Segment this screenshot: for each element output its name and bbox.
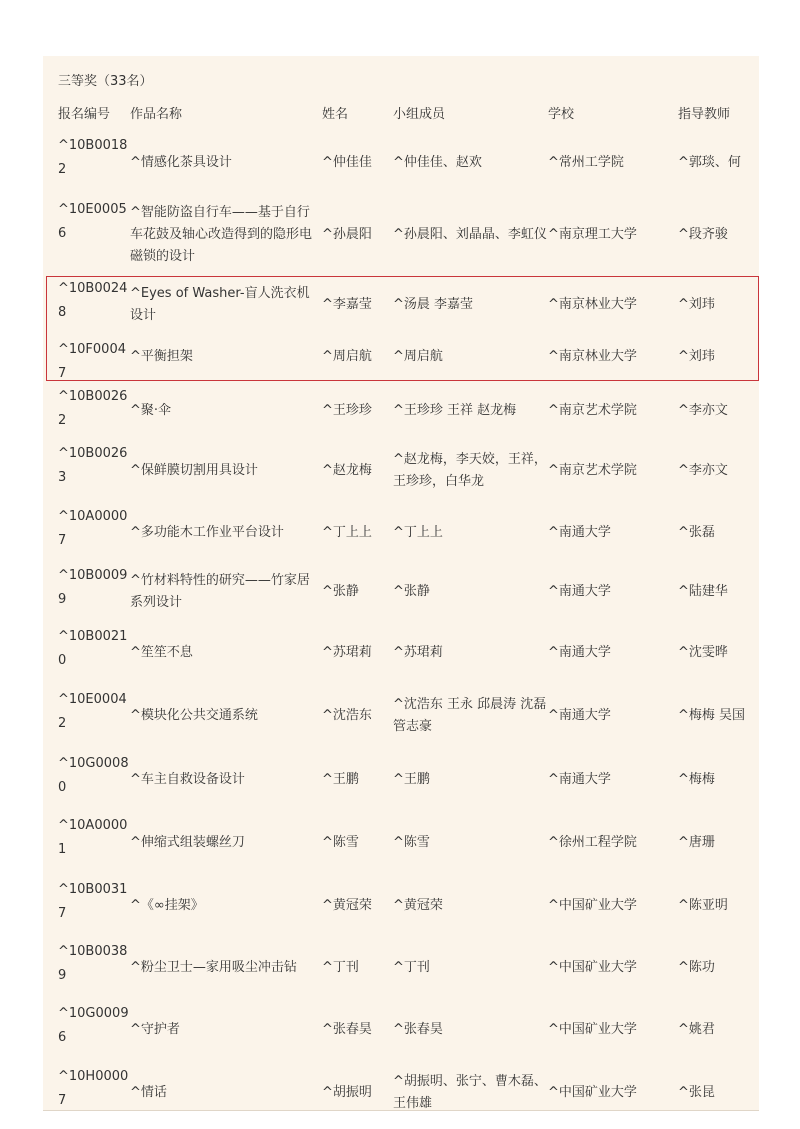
cell-members: ^胡振明、张宁、曹木磊、王伟雄: [393, 1074, 547, 1110]
cell-work: ^伸缩式组装螺丝刀: [130, 835, 245, 850]
cell-teacher: ^刘玮: [678, 297, 715, 312]
cell-work: ^情感化茶具设计: [130, 155, 232, 170]
table-row: [43, 688, 759, 744]
cell-code: ^10B00099: [58, 568, 128, 607]
cell-name: ^丁上上: [322, 525, 372, 540]
table-row: [43, 505, 759, 561]
cell-name: ^赵龙梅: [322, 463, 372, 478]
cell-school: ^徐州工程学院: [548, 835, 637, 850]
cell-teacher: ^陈亚明: [678, 898, 728, 913]
cell-work: ^智能防盗自行车——基于自行车花鼓及轴心改造得到的隐形电磁锁的设计: [130, 205, 313, 264]
cell-name: ^丁刊: [322, 960, 359, 975]
header-members: 小组成员: [393, 107, 446, 122]
cell-name: ^周启航: [322, 349, 372, 364]
cell-members: ^赵龙梅，李天姣，王祥，王珍珍，白华龙: [393, 452, 547, 489]
table-row: [43, 385, 759, 437]
cell-teacher: ^李亦文: [678, 463, 728, 478]
cell-name: ^沈浩东: [322, 708, 372, 723]
cell-name: ^仲佳佳: [322, 155, 372, 170]
header-school: 学校: [548, 107, 575, 122]
cell-code: ^10E00056: [58, 202, 127, 241]
cell-school: ^中国矿业大学: [548, 1085, 637, 1100]
table-row: [43, 277, 759, 333]
cell-name: ^张春昊: [322, 1022, 372, 1037]
cell-members: ^张春昊: [393, 1022, 443, 1037]
cell-name: ^孙晨阳: [322, 227, 372, 242]
cell-teacher: ^姚君: [678, 1022, 715, 1037]
header-teacher: 指导教师: [678, 107, 731, 122]
cell-teacher: ^沈雯晔: [678, 645, 728, 660]
cell-members: ^丁上上: [393, 525, 443, 540]
cell-name: ^黄冠荣: [322, 898, 372, 913]
cell-work: ^聚·伞: [130, 403, 172, 418]
cell-teacher: ^陈功: [678, 960, 715, 975]
cell-name: ^苏珺莉: [322, 645, 372, 660]
cell-name: ^王珍珍: [322, 403, 372, 418]
cell-work: ^Eyes of Washer-盲人洗衣机设计: [130, 286, 310, 323]
cell-code: ^10B00317: [58, 882, 128, 921]
cell-school: ^南通大学: [548, 525, 611, 540]
cell-work: ^模块化公共交通系统: [130, 708, 258, 723]
cell-school: ^南通大学: [548, 645, 611, 660]
cell-members: ^孙晨阳、刘晶晶、李虹仪: [393, 227, 547, 242]
cell-teacher: ^郭琰、何: [678, 155, 741, 170]
cell-school: ^南通大学: [548, 708, 611, 723]
table-row: [43, 878, 759, 934]
header-code: 报名编号: [58, 107, 111, 122]
cell-work: ^笙笙不息: [130, 645, 193, 660]
cell-teacher: ^段齐骏: [678, 227, 728, 242]
cell-members: ^汤晨 李嘉莹: [393, 297, 474, 312]
cell-members: ^王鹏: [393, 772, 430, 787]
cell-code: ^10B00210: [58, 629, 128, 668]
cell-members: ^仲佳佳、赵欢: [393, 155, 482, 170]
cell-code: ^10G00096: [58, 1006, 129, 1045]
cell-teacher: ^李亦文: [678, 403, 728, 418]
table-header-row: [43, 104, 759, 126]
cell-teacher: ^梅梅 吴国: [678, 708, 746, 723]
cell-code: ^10B00389: [58, 944, 128, 983]
table-row: [43, 625, 759, 681]
table-row: [43, 940, 759, 996]
cell-members: ^丁刊: [393, 960, 430, 975]
cell-work: ^情话: [130, 1085, 167, 1100]
table-row: [43, 134, 759, 192]
cell-teacher: ^梅梅: [678, 772, 715, 787]
cell-school: ^中国矿业大学: [548, 960, 637, 975]
cell-work: ^车主自救设备设计: [130, 772, 245, 787]
cell-name: ^张静: [322, 584, 359, 599]
table-row: [43, 442, 759, 500]
cell-teacher: ^唐珊: [678, 835, 715, 850]
table-row: [43, 1065, 759, 1110]
table-row: [43, 564, 759, 620]
cell-work: ^《∞挂架》: [130, 898, 204, 913]
cell-name: ^王鹏: [322, 772, 359, 787]
cell-code: ^10B00248: [58, 281, 128, 320]
table-row: [43, 1002, 759, 1058]
cell-school: ^中国矿业大学: [548, 898, 637, 913]
cell-members: ^苏珺莉: [393, 645, 443, 660]
cell-work: ^竹材料特性的研究——竹家居系列设计: [130, 573, 310, 610]
cell-work: ^多功能木工作业平台设计: [130, 525, 284, 540]
cell-teacher: ^陆建华: [678, 584, 728, 599]
cell-members: ^沈浩东 王永 邱晨涛 沈磊 管志豪: [393, 697, 547, 734]
table-row: [43, 752, 759, 808]
cell-members: ^黄冠荣: [393, 898, 443, 913]
cell-members: ^周启航: [393, 349, 443, 364]
cell-code: ^10B00262: [58, 389, 128, 428]
table-row: [43, 198, 759, 272]
cell-work: ^粉尘卫士—家用吸尘冲击钻: [130, 960, 297, 975]
cell-work: ^保鲜膜切割用具设计: [130, 463, 258, 478]
page-bottom-divider: [43, 1110, 759, 1111]
cell-school: ^南京林业大学: [548, 297, 637, 312]
cell-code: ^10F00047: [58, 342, 126, 381]
cell-teacher: ^刘玮: [678, 349, 715, 364]
cell-code: ^10A00007: [58, 509, 128, 548]
header-work: 作品名称: [130, 107, 183, 122]
cell-school: ^中国矿业大学: [548, 1022, 637, 1037]
cell-school: ^南京艺术学院: [548, 403, 637, 418]
cell-code: ^10B00182: [58, 138, 128, 177]
award-table-panel: [43, 56, 759, 1110]
section-title: 三等奖（33名）: [58, 74, 153, 89]
table-row: [43, 814, 759, 872]
table-row: [43, 338, 759, 381]
cell-school: ^南京理工大学: [548, 227, 637, 242]
cell-code: ^10B00263: [58, 446, 128, 485]
cell-school: ^南通大学: [548, 772, 611, 787]
cell-teacher: ^张磊: [678, 525, 715, 540]
cell-code: ^10G00080: [58, 756, 129, 795]
cell-school: ^南通大学: [548, 584, 611, 599]
cell-members: ^张静: [393, 584, 430, 599]
cell-members: ^陈雪: [393, 835, 430, 850]
cell-members: ^王珍珍 王祥 赵龙梅: [393, 403, 517, 418]
cell-work: ^守护者: [130, 1022, 180, 1037]
cell-name: ^李嘉莹: [322, 297, 372, 312]
cell-school: ^南京艺术学院: [548, 463, 637, 478]
cell-code: ^10E00042: [58, 692, 127, 731]
cell-work: ^平衡担架: [130, 349, 193, 364]
cell-name: ^胡振明: [322, 1085, 372, 1100]
cell-name: ^陈雪: [322, 835, 359, 850]
header-name: 姓名: [322, 107, 349, 122]
cell-code: ^10H00007: [58, 1069, 129, 1108]
cell-teacher: ^张昆: [678, 1085, 715, 1100]
cell-code: ^10A00001: [58, 818, 128, 857]
cell-school: ^常州工学院: [548, 155, 624, 170]
cell-school: ^南京林业大学: [548, 349, 637, 364]
